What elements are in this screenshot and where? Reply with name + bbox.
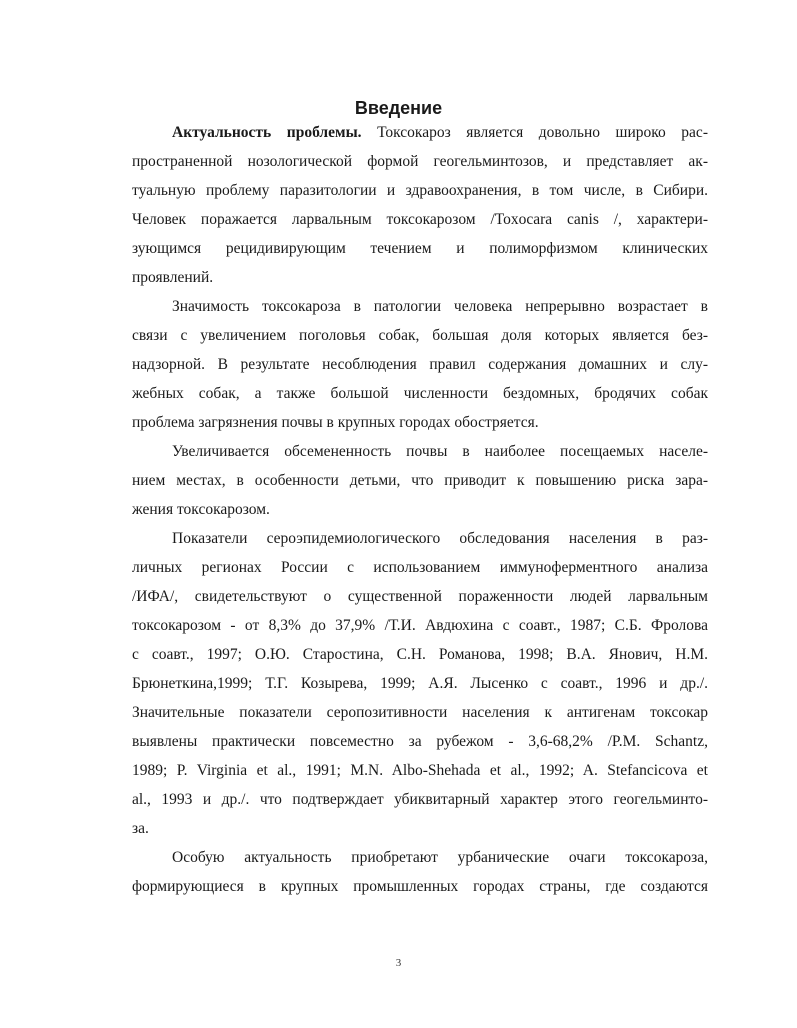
paragraph-2-line-4: жебных собак, а также большой численности бездомных, бродячих собак xyxy=(132,385,708,402)
paragraph-1-line-5: зующимся рецидивирующим течением и полиморфизмом клинических xyxy=(132,240,708,257)
paragraph-4-line-2: личных регионах России с использованием иммуноферментного анализа xyxy=(132,559,708,576)
paragraph-4-line-5: с соавт., 1997; О.Ю. Старостина, С.Н. Романова, 1998; В.А. Янович, Н.М. xyxy=(132,646,708,663)
paragraph-3-line-2: нием местах, в особенности детьми, что приводит к повышению риска зара- xyxy=(132,472,708,489)
paragraph-4-line-4: токсокарозом - от 8,3% до 37,9% /Т.И. Авдюхина с соавт., 1987; С.Б. Фролова xyxy=(132,617,708,634)
paragraph-4-line-10: al., 1993 и др./. что подтверждает убиквитарный характер этого геогельминто- xyxy=(132,791,708,808)
paragraph-4-line-6: Брюнеткина,1999; Т.Г. Козырева, 1999; А.Я. Лысенко с соавт., 1996 и др./. xyxy=(132,675,708,692)
paragraph-5-line-1: Особую актуальность приобретают урбанические очаги токсокароза, xyxy=(172,849,708,866)
paragraph-3-line-1: Увеличивается обсемененность почвы в наиболее посещаемых населе- xyxy=(172,443,708,460)
paragraph-4-line-1: Показатели сероэпидемиологического обследования населения в раз- xyxy=(172,530,708,547)
paragraph-4-line-8: выявлены практически повсеместно за рубежом - 3,6-68,2% /P.M. Schantz, xyxy=(132,733,708,750)
paragraph-2-line-1: Значимость токсокароза в патологии человека непрерывно возрастает в xyxy=(172,298,708,315)
paragraph-3-line-3: жения токсокарозом. xyxy=(132,501,270,518)
paragraph-4-line-9: 1989; P. Virginia et al., 1991; M.N. Albo-Shehada et al., 1992; A. Stefancicova et xyxy=(132,762,708,779)
paragraph-2-line-2: связи с увеличением поголовья собак, большая доля которых является без- xyxy=(132,327,708,344)
page-title: Введение xyxy=(354,98,443,118)
paragraph-4-line-3: /ИФА/, свидетельствуют о существенной пораженности людей ларвальным xyxy=(132,588,708,605)
paragraph-1-line-2: пространенной нозологической формой геогельминтозов, и представляет ак- xyxy=(132,153,708,170)
body-text xyxy=(132,118,708,901)
page-number: 3 xyxy=(395,957,402,969)
paragraph-2-line-3: надзорной. В результате несоблюдения правил содержания домашних и слу- xyxy=(132,356,708,373)
paragraph-4-line-11: за. xyxy=(132,820,149,837)
paragraph-4-line-7: Значительные показатели серопозитивности населения к антигенам токсокар xyxy=(132,704,708,721)
paragraph-1-line-1-text: Токсокароз является довольно широко рас- xyxy=(361,124,708,141)
paragraph-2-line-5: проблема загрязнения почвы в крупных городах обостряется. xyxy=(132,414,539,431)
lead-heading: Актуальность проблемы. xyxy=(172,124,362,141)
paragraph-5-line-2: формирующиеся в крупных промышленных городах страны, где создаются xyxy=(132,878,708,895)
paragraph-1-line-3: туальную проблему паразитологии и здравоохранения, в том числе, в Сибири. xyxy=(132,182,708,199)
paragraph-1-line-6: проявлений. xyxy=(132,269,214,286)
paragraph-1-line-1 xyxy=(132,118,708,147)
paragraph-1-line-4: Человек поражается ларвальным токсокарозом /Toxocara canis /, характери- xyxy=(132,211,708,228)
